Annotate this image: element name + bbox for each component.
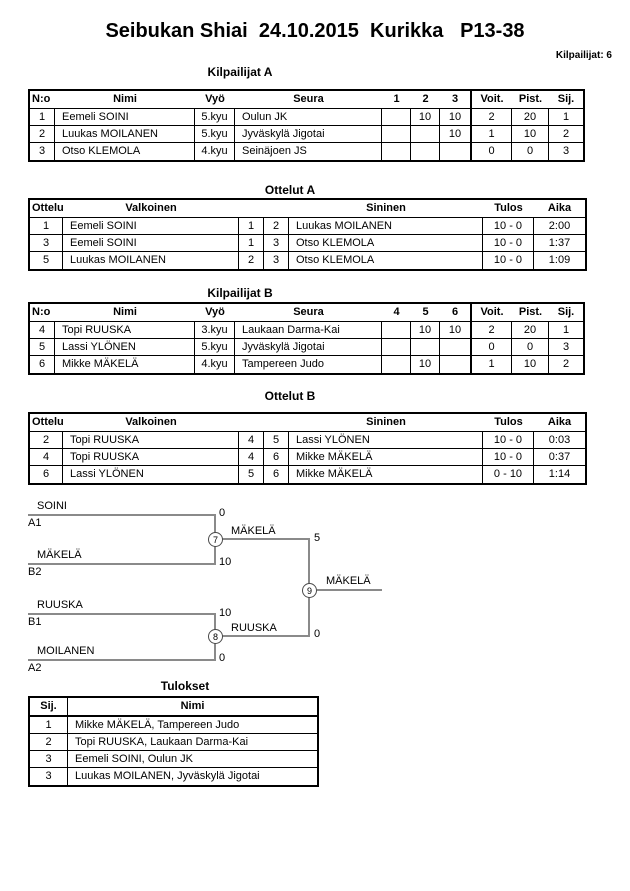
cell-white-name: Topi RUUSKA	[63, 449, 239, 466]
cell-match-no: 4	[30, 449, 63, 466]
bracket-score: 10	[219, 607, 232, 619]
pool-a-table	[28, 89, 585, 162]
cell-place: 1	[549, 109, 583, 126]
cell-time: 2:00	[534, 218, 585, 235]
cell-time: 1:09	[548, 254, 571, 266]
cell-white-no: 1	[239, 218, 264, 235]
cell-blue-name: Otso KLEMOLA	[289, 235, 483, 252]
cell-blue-name: Mikke MÄKELÄ	[289, 449, 483, 466]
cell-name: Otso KLEMOLA	[55, 143, 195, 160]
cell-wins: 1	[470, 356, 512, 373]
section-heading-matches-b: Ottelut B	[264, 389, 316, 403]
cell-no: 3	[30, 143, 55, 160]
cell-match-no: 3	[30, 235, 63, 252]
col-header-place: Sij.	[30, 698, 68, 717]
cell-name: Lassi YLÖNEN	[55, 339, 195, 356]
cell-score-2: 10	[411, 109, 440, 126]
cell-score-1	[382, 143, 411, 160]
bracket-competitor-name: MOILANEN	[37, 645, 95, 657]
col-header-place: Sij.	[549, 91, 583, 109]
cell-result: 10 - 0	[483, 235, 534, 252]
cell-match-no: 1	[30, 218, 63, 235]
pool-b-table	[28, 302, 585, 375]
cell-white-name: Topi RUUSKA	[63, 432, 239, 449]
cell-no: 6	[30, 356, 55, 373]
cell-no: 2	[30, 126, 55, 143]
cell-place: 2	[562, 358, 570, 370]
cell-name: Topi RUUSKA, Laukaan Darma-Kai	[68, 734, 317, 751]
col-header-empty	[239, 200, 264, 218]
cell-club: Jyväskylä Jigotai	[235, 126, 382, 143]
cell-name: Luukas MOILANEN	[55, 126, 195, 143]
cell-blue-no: 6	[264, 449, 289, 466]
matches-a-table	[28, 198, 587, 271]
bracket-score: 0	[219, 507, 226, 519]
cell-white-no: 4	[239, 449, 264, 466]
cell-wins: 2	[470, 322, 512, 339]
cell-no: 1	[30, 109, 55, 126]
cell-blue-no: 5	[264, 432, 289, 449]
col-header-name: Nimi	[68, 698, 317, 717]
col-header-4: 4	[382, 304, 411, 322]
cell-place: 2	[30, 734, 68, 751]
bracket-score: 0	[314, 628, 321, 640]
cell-wins: 0	[470, 339, 512, 356]
col-header-match: Ottelu	[30, 200, 63, 218]
bracket-score: 10	[219, 556, 232, 568]
bracket-line	[308, 596, 310, 637]
col-header-name: Nimi	[55, 91, 195, 109]
cell-blue-no: 3	[264, 252, 289, 269]
bracket-line	[28, 563, 216, 565]
col-header-belt: Vyö	[195, 91, 235, 109]
matches-b-table	[28, 412, 587, 485]
cell-score-3	[440, 356, 470, 373]
bracket-score: 5	[314, 532, 321, 544]
col-header-points: Pist.	[512, 304, 549, 322]
competitors-count: Kilpailijat: 6	[555, 50, 612, 61]
cell-score-3: 10	[440, 126, 470, 143]
cell-score-3: 10	[440, 322, 470, 339]
match-9-circle	[302, 583, 317, 598]
col-header-no: N:o	[30, 91, 55, 109]
col-header-wins: Voit.	[470, 304, 512, 322]
cell-white-name: Eemeli SOINI	[63, 218, 239, 235]
cell-score-3	[440, 339, 470, 356]
col-header-white: Valkoinen	[63, 414, 239, 432]
cell-match-no: 5	[30, 252, 63, 269]
cell-blue-no: 3	[264, 235, 289, 252]
cell-points: 20	[512, 109, 549, 126]
col-header-no: N:o	[30, 304, 55, 322]
cell-club: Laukaan Darma-Kai	[235, 322, 382, 339]
cell-name: Mikke MÄKELÄ, Tampereen Judo	[68, 717, 317, 734]
cell-score-1	[382, 109, 411, 126]
cell-blue-name: Lassi YLÖNEN	[289, 432, 483, 449]
match-7-circle	[208, 532, 223, 547]
cell-time: 0:37	[534, 449, 585, 466]
cell-white-no: 1	[239, 235, 264, 252]
col-header-club: Seura	[235, 91, 382, 109]
col-header-result: Tulos	[483, 414, 534, 432]
cell-result: 10 - 0	[483, 218, 534, 235]
col-header-match: Ottelu	[30, 414, 63, 432]
cell-name: Mikke MÄKELÄ	[55, 356, 195, 373]
cell-no: 4	[30, 322, 55, 339]
bracket-seed-label: B1	[28, 616, 42, 628]
col-header-white: Valkoinen	[63, 200, 239, 218]
col-header-points: Pist.	[512, 91, 549, 109]
cell-white-no: 5	[239, 466, 264, 483]
col-header-name: Nimi	[55, 304, 195, 322]
cell-score-2: 10	[411, 322, 440, 339]
col-header-time: Aika	[534, 414, 585, 432]
cell-white-no: 2	[239, 252, 264, 269]
bracket-line	[28, 514, 216, 516]
col-header-blue: Sininen	[289, 414, 483, 432]
bracket-line	[28, 659, 216, 661]
cell-result: 10 - 0	[483, 432, 534, 449]
cell-place: 3	[562, 145, 570, 157]
cell-blue-name: Otso KLEMOLA	[289, 252, 483, 269]
bracket-seed-label: B2	[28, 566, 42, 578]
cell-place: 3	[30, 768, 68, 785]
cell-belt: 5.kyu	[195, 339, 235, 356]
col-header-1: 1	[382, 91, 411, 109]
col-header-club: Seura	[235, 304, 382, 322]
cell-points: 20	[512, 322, 549, 339]
col-header-2: 2	[411, 91, 440, 109]
cell-belt: 5.kyu	[195, 109, 235, 126]
bracket-winner-name: MÄKELÄ	[326, 575, 371, 587]
bracket-competitor-name: MÄKELÄ	[37, 549, 82, 561]
col-header-wins: Voit.	[470, 91, 512, 109]
cell-score-1	[382, 126, 411, 143]
cell-score-3	[440, 143, 470, 160]
cell-belt: 5.kyu	[195, 126, 235, 143]
cell-blue-no: 2	[264, 218, 289, 235]
cell-belt: 4.kyu	[195, 356, 235, 373]
cell-time: 1:14	[548, 468, 571, 480]
bracket-competitor-name: SOINI	[37, 500, 67, 512]
cell-white-no: 4	[239, 432, 264, 449]
bracket-winner-name: MÄKELÄ	[231, 525, 276, 537]
cell-time: 1:37	[534, 235, 585, 252]
bracket-line	[222, 635, 310, 637]
cell-club: Oulun JK	[235, 109, 382, 126]
col-header-empty	[264, 414, 289, 432]
cell-match-no: 6	[30, 466, 63, 483]
cell-points: 0	[512, 143, 549, 160]
col-header-6: 6	[440, 304, 470, 322]
bracket-seed-label: A1	[28, 517, 42, 529]
section-heading-pool-a: Kilpailijat A	[207, 65, 273, 79]
results-table	[28, 696, 319, 787]
cell-place: 1	[549, 322, 583, 339]
cell-blue-no: 6	[264, 466, 289, 483]
bracket-competitor-name: RUUSKA	[37, 599, 83, 611]
cell-wins: 2	[470, 109, 512, 126]
cell-name: Luukas MOILANEN, Jyväskylä Jigotai	[75, 770, 260, 782]
cell-result: 10 - 0	[483, 252, 534, 269]
cell-score-1	[382, 356, 411, 373]
cell-belt: 3.kyu	[195, 322, 235, 339]
cell-score-2	[411, 339, 440, 356]
cell-name: Topi RUUSKA	[55, 322, 195, 339]
cell-score-3: 10	[440, 109, 470, 126]
col-header-place: Sij.	[549, 304, 583, 322]
bracket-winner-name: RUUSKA	[231, 622, 277, 634]
section-heading-pool-b: Kilpailijat B	[207, 286, 273, 300]
cell-no: 5	[30, 339, 55, 356]
col-header-belt: Vyö	[195, 304, 235, 322]
cell-place: 3	[30, 751, 68, 768]
cell-blue-name: Mikke MÄKELÄ	[289, 466, 483, 483]
col-header-blue: Sininen	[289, 200, 483, 218]
cell-score-1	[382, 322, 411, 339]
cell-white-name: Lassi YLÖNEN	[63, 466, 239, 483]
col-header-empty	[239, 414, 264, 432]
cell-points: 10	[512, 126, 549, 143]
col-header-3: 3	[440, 91, 470, 109]
match-8-circle	[208, 629, 223, 644]
col-header-time: Aika	[534, 200, 585, 218]
cell-result: 10 - 0	[483, 449, 534, 466]
cell-points: 0	[512, 339, 549, 356]
col-header-5: 5	[411, 304, 440, 322]
cell-place: 1	[30, 717, 68, 734]
cell-place: 2	[549, 126, 583, 143]
page-title: Seibukan Shiai 24.10.2015 Kurikka P13-38	[105, 20, 525, 42]
cell-result: 0 - 10	[483, 466, 534, 483]
cell-score-2	[411, 143, 440, 160]
cell-score-2	[411, 126, 440, 143]
cell-wins: 0	[470, 143, 512, 160]
cell-white-name: Eemeli SOINI	[63, 235, 239, 252]
cell-score-1	[382, 339, 411, 356]
bracket-line	[28, 613, 216, 615]
cell-match-no: 2	[30, 432, 63, 449]
section-heading-results: Tulokset	[160, 679, 210, 693]
cell-place: 3	[549, 339, 583, 356]
cell-club: Seinäjoen JS	[235, 143, 382, 160]
match-number: 7	[212, 534, 218, 545]
bracket-line	[308, 538, 310, 584]
cell-points: 10	[512, 356, 549, 373]
bracket-score: 0	[219, 652, 226, 664]
bracket-line	[222, 538, 310, 540]
col-header-empty	[264, 200, 289, 218]
section-heading-matches-a: Ottelut A	[264, 183, 316, 197]
cell-name: Eemeli SOINI, Oulun JK	[68, 751, 317, 768]
cell-wins: 1	[470, 126, 512, 143]
cell-club: Tampereen Judo	[235, 356, 382, 373]
bracket-seed-label: A2	[28, 662, 42, 674]
cell-white-name: Luukas MOILANEN	[63, 252, 239, 269]
cell-time: 0:03	[534, 432, 585, 449]
cell-belt: 4.kyu	[195, 143, 235, 160]
cell-blue-name: Luukas MOILANEN	[289, 218, 483, 235]
col-header-result: Tulos	[483, 200, 534, 218]
match-number: 8	[212, 631, 218, 642]
match-number: 9	[306, 585, 312, 596]
cell-club: Jyväskylä Jigotai	[235, 339, 382, 356]
bracket-line	[317, 589, 382, 591]
cell-score-2: 10	[411, 356, 440, 373]
cell-name: Eemeli SOINI	[55, 109, 195, 126]
